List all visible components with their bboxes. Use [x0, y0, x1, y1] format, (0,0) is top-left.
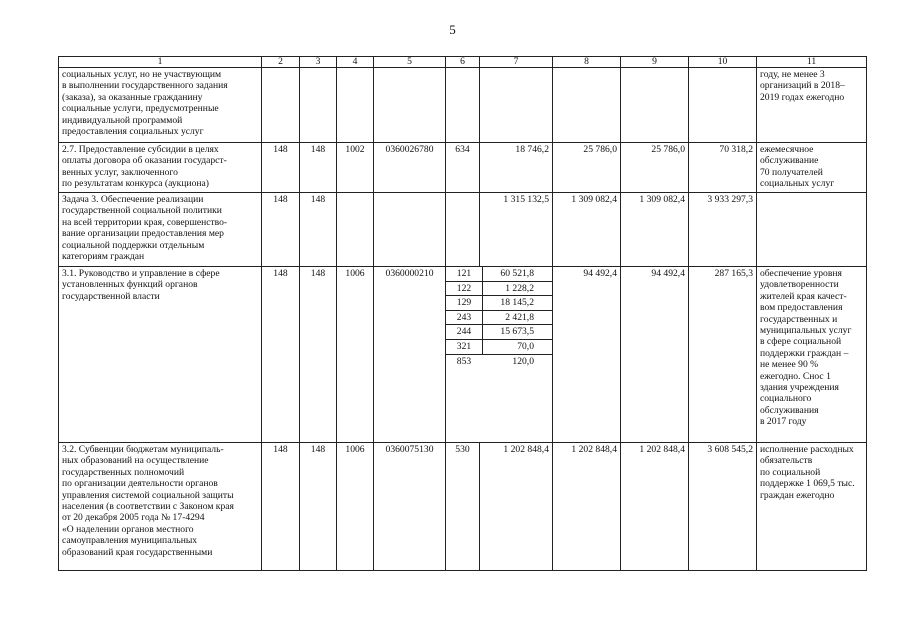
breakdown-value: 1 228,2: [505, 282, 534, 294]
cell-col6: 530: [446, 443, 480, 571]
cell-col5: 0360026780: [374, 143, 446, 193]
cell-col3: 148: [300, 143, 337, 193]
col-header-4: 4: [337, 57, 374, 68]
breakdown-code: 243: [446, 311, 483, 325]
cell-col7: 1 315 132,5: [480, 193, 553, 267]
cell-col4: [337, 193, 374, 267]
breakdown-code: 129: [446, 296, 483, 310]
cell-col4: [337, 68, 374, 143]
cell-col8: 94 492,4: [553, 267, 621, 443]
cell-col7: 1 202 848,4: [480, 443, 553, 571]
cell-col2: 148: [262, 267, 300, 443]
breakdown-row: [446, 267, 552, 282]
breakdown-code: 122: [446, 282, 483, 296]
table-row: [59, 193, 867, 267]
cell-col9: [621, 68, 689, 143]
row-description: 3.1. Руководство и управление в сфере установленных функций органов государственной власти: [59, 267, 262, 443]
cell-col5: [374, 68, 446, 143]
cell-col3: 148: [300, 443, 337, 571]
cell-col6: 634: [446, 143, 480, 193]
col-header-9: 9: [621, 57, 689, 68]
breakdown-value: 2 421,8: [505, 311, 534, 323]
page-number: 5: [449, 22, 456, 37]
col-header-6: 6: [446, 57, 480, 68]
table-row: [59, 267, 867, 443]
table-row: [59, 143, 867, 193]
col-header-1: 1: [59, 57, 262, 68]
cell-col5: 0360075130: [374, 443, 446, 571]
cell-col4: 1006: [337, 267, 374, 443]
cell-col5: [374, 193, 446, 267]
cell-col11: [757, 193, 867, 267]
cell-col8: 25 786,0: [553, 143, 621, 193]
cell-col7: [480, 68, 553, 143]
cell-col9: 94 492,4: [621, 267, 689, 443]
breakdown-code: 121: [446, 267, 483, 281]
col-header-10: 10: [689, 57, 757, 68]
cell-col2: 148: [262, 443, 300, 571]
cell-col10: 3 933 297,3: [689, 193, 757, 267]
cell-col2: [262, 68, 300, 143]
cell-col3: 148: [300, 267, 337, 443]
row-description: социальных услуг, но не участвующим в выполнении государственного задания (заказа), за оказанные гражданину социальные услуги, предусмотренные индивидуальной программой предоставления социальных услуг: [59, 68, 262, 143]
cell-col11: ежемесячное обслуживание 70 получателей социальных услуг: [757, 143, 867, 193]
col-header-5: 5: [374, 57, 446, 68]
breakdown-value: 18 145,2: [500, 297, 534, 309]
cell-col8: [553, 68, 621, 143]
cell-col4: 1006: [337, 443, 374, 571]
cell-col11: исполнение расходных обязательств по социальной поддержке 1 069,5 тыс. граждан ежегодно: [757, 443, 867, 571]
table-row: [59, 68, 867, 143]
row-description: 3.2. Субвенции бюджетам муниципаль- ных образований на осуществление государственных полномочий по организации деятельности органов управления системой социальной защиты населения (в соответствии с Законом края от 20 декабря 2005 года № 17-4294 «О наделении органов местного самоуправления муниципальных образований края государственными: [59, 443, 262, 571]
col-header-2: 2: [262, 57, 300, 68]
cell-col3: 148: [300, 193, 337, 267]
cell-col10: 287 165,3: [689, 267, 757, 443]
cell-col2: 148: [262, 143, 300, 193]
breakdown-row: [446, 340, 552, 355]
cell-col2: 148: [262, 193, 300, 267]
cell-col3: [300, 68, 337, 143]
breakdown-code: 321: [446, 340, 483, 354]
col-header-8: 8: [553, 57, 621, 68]
breakdown-row: [446, 282, 552, 297]
cell-col7: 18 746,2: [480, 143, 553, 193]
cell-col6: [446, 193, 480, 267]
cell-col8: 1 309 082,4: [553, 193, 621, 267]
breakdown-row: [446, 296, 552, 311]
cell-col9: 1 202 848,4: [621, 443, 689, 571]
breakdown-code: 853: [456, 355, 472, 367]
breakdown-value: 15 673,5: [500, 326, 534, 338]
cell-col10: [689, 68, 757, 143]
cell-col10: 3 608 545,2: [689, 443, 757, 571]
table-row: [59, 443, 867, 571]
expense-breakdown: [446, 267, 553, 443]
breakdown-row: [446, 325, 552, 340]
breakdown-value: 60 521,8: [500, 268, 534, 279]
cell-col10: 70 318,2: [689, 143, 757, 193]
cell-col9: 25 786,0: [621, 143, 689, 193]
breakdown-code: 244: [446, 325, 483, 339]
cell-col11: обеспечение уровня удовлетворенности жителей края качест- вом предоставления государственных и муниципальных услуг в сфере социальной поддержки граждан – не менее 90 % ежегодно. Снос 1 здания учреждения социального обслуживания в 2017 году: [757, 267, 867, 443]
col-header-7: 7: [480, 57, 553, 68]
row-description: 2.7. Предоставление субсидии в целях оплаты договора об оказании государст- венных услуг, заключенного по результатам конкурса (аукциона): [59, 143, 262, 193]
breakdown-value: 70,0: [517, 340, 534, 352]
expense-breakdown-list: [446, 267, 552, 368]
budget-table: [58, 56, 867, 571]
col-header-3: 3: [300, 57, 337, 68]
cell-col9: 1 309 082,4: [621, 193, 689, 267]
breakdown-row: [446, 355, 552, 369]
col-header-11: 11: [757, 57, 867, 68]
breakdown-row: [446, 311, 552, 326]
cell-col4: 1002: [337, 143, 374, 193]
cell-col8: 1 202 848,4: [553, 443, 621, 571]
cell-col5: 0360000210: [374, 267, 446, 443]
row-description: Задача 3. Обеспечение реализации государственной социальной политики на всей территории края, совершенство- вание организации предоставления мер социальной поддержки отдельным категориям граждан: [59, 193, 262, 267]
cell-col6: [446, 68, 480, 143]
breakdown-value: 120,0: [512, 355, 534, 367]
header-row: [59, 57, 867, 68]
cell-col11: году, не менее 3 организаций в 2018– 2019 годах ежегодно: [757, 68, 867, 143]
